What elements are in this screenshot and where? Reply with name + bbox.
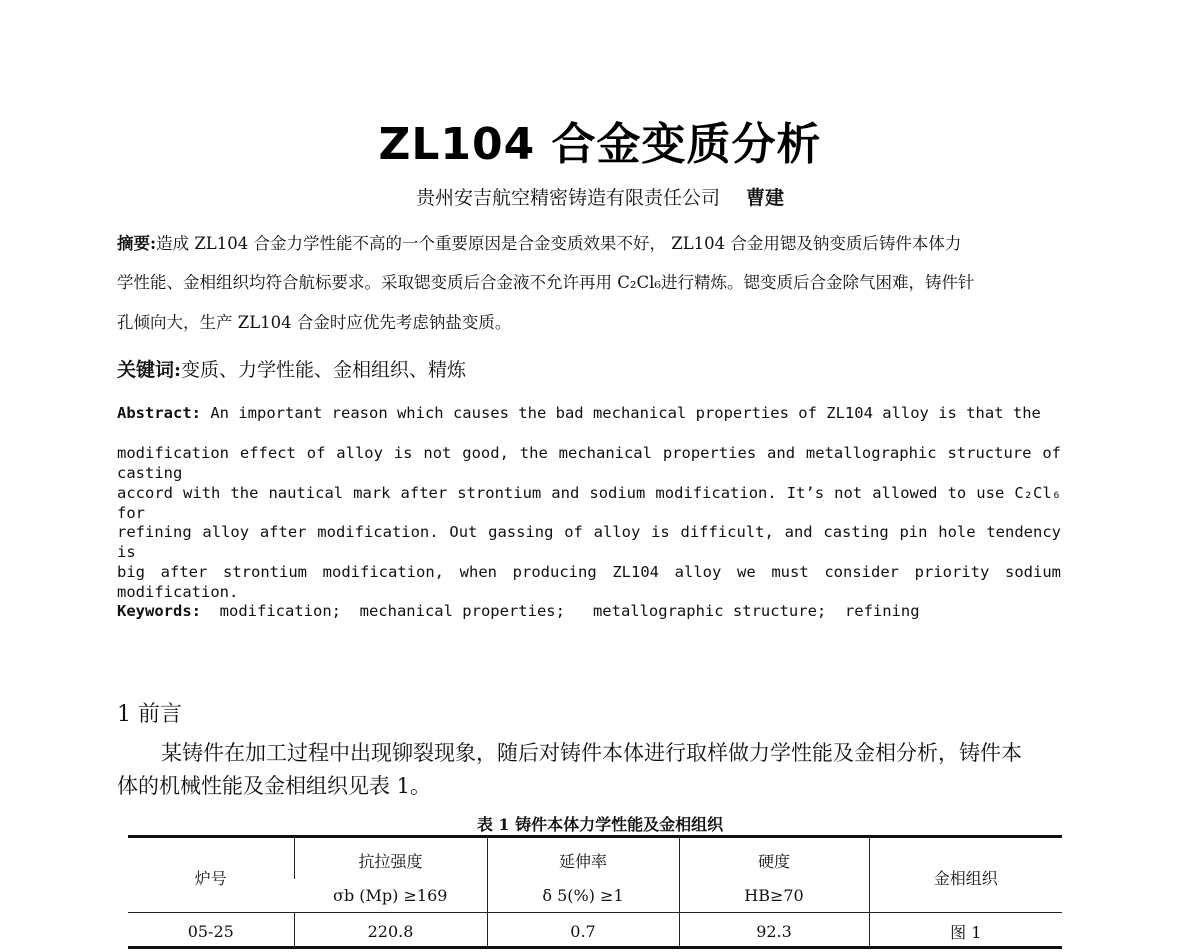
abstract-en-line-2: modification effect of alloy is not good, the mechanical properties and metallographic structure of casting: [117, 444, 1061, 482]
abstract-en-line-5: big after strontium modification, when producing ZL104 alloy we must consider priority sodium modification.: [117, 563, 1061, 601]
author: 曹建: [746, 187, 785, 209]
header-structure: 金相组织: [869, 838, 1062, 913]
table-header-row: [128, 838, 1062, 879]
header-tensile-req: σb (Mp) ≥169: [333, 886, 448, 905]
abstract-en-line-4: refining alloy after modification. Out gassing of alloy is difficult, and casting pin hole tendency is: [117, 523, 1061, 561]
body-paragraph-line-2: 体的机械性能及金相组织见表 1。: [117, 774, 432, 798]
abstract-cn-text-1: 造成 ZL104 合金力学性能不高的一个重要原因是合金变质效果不好， ZL104 合金用锶及钠变质后铸件本体力: [156, 234, 962, 253]
cell-hardness: 92.3: [679, 913, 869, 950]
cell-structure: 图 1: [869, 913, 1062, 950]
abstract-cn-line-2: 学性能、金相组织均符合航标要求。采取锶变质后合金液不允许再用 C₂Cl₆进行精炼。锶变质后合金除气困难，铸件针: [117, 273, 975, 292]
abstract-en-label: Abstract:: [117, 404, 201, 422]
keywords-cn-label: 关键词:: [117, 359, 182, 381]
cell-elongation: 0.7: [487, 913, 679, 950]
abstract-en-text-1: An important reason which causes the bad mechanical properties of ZL104 alloy is that the: [210, 404, 1041, 422]
abstract-cn-label: 摘要:: [117, 234, 157, 253]
keywords-cn-text: 变质、力学性能、金相组织、精炼: [181, 359, 467, 381]
header-hardness: 硬度: [679, 838, 869, 879]
abstract-cn-line-1: [117, 234, 961, 254]
cell-tensile: 220.8: [294, 913, 487, 950]
header-elongation: 延伸率: [487, 838, 679, 879]
affiliation: 贵州安吉航空精密铸造有限责任公司: [415, 187, 720, 209]
abstract-cn-line-3: 孔倾向大，生产 ZL104 合金时应优先考虑钠盐变质。: [117, 313, 512, 332]
abstract-en-line-1: [117, 403, 1061, 423]
keywords-en: [117, 601, 1061, 621]
header-tensile: 抗拉强度: [294, 838, 487, 879]
table-row: [128, 913, 1062, 950]
table-bottom-rule: [128, 946, 1062, 949]
table-1: [128, 838, 1062, 949]
keywords-en-text: modification; mechanical properties; metallographic structure; refining: [219, 602, 920, 620]
body-paragraph-line-1: 某铸件在加工过程中出现铆裂现象，随后对铸件本体进行取样做力学性能及金相分析，铸件本: [161, 741, 1022, 765]
header-hardness-req: HB≥70: [679, 879, 869, 913]
table-caption: 表 1 铸件本体力学性能及金相组织: [476, 815, 724, 834]
paper-title: ZL104 合金变质分析: [378, 119, 822, 170]
section-heading: 1 前言: [117, 702, 182, 727]
header-elongation-req: δ 5(%) ≥1: [487, 879, 679, 913]
abstract-en-line-3: accord with the nautical mark after strontium and sodium modification. It’s not allowed to use C₂Cl₆ for: [117, 484, 1061, 522]
header-furnace: 炉号: [194, 868, 227, 888]
keywords-cn: [117, 355, 466, 382]
cell-furnace: 05-25: [128, 913, 294, 950]
affiliation-line: [0, 183, 1200, 210]
keywords-en-label: Keywords:: [117, 602, 201, 620]
